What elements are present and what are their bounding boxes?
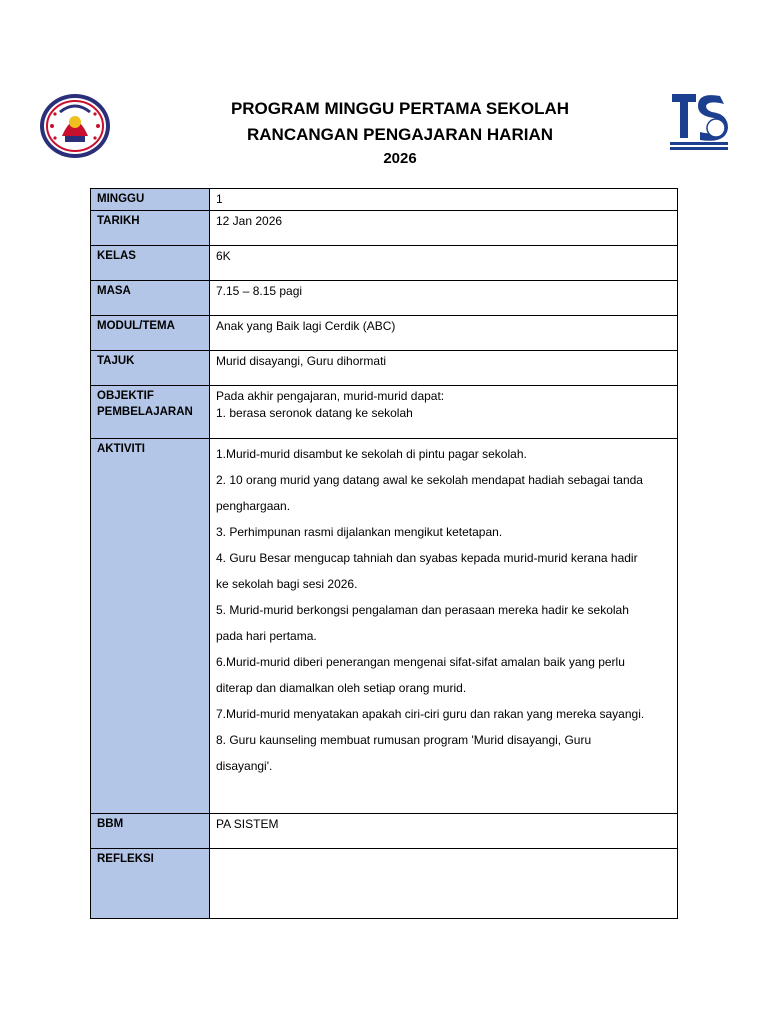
row-value: 12 Jan 2026 <box>210 211 678 246</box>
table-row-refleksi <box>91 849 678 919</box>
aktiviti-line: disayangi'. <box>216 759 273 773</box>
aktiviti-line: diterap dan diamalkan oleh setiap orang murid. <box>216 681 467 695</box>
refleksi-label: REFLEKSI <box>91 849 210 919</box>
objektif-line-1: Pada akhir pengajaran, murid-murid dapat: <box>216 389 445 403</box>
title-line-1: PROGRAM MINGGU PERTAMA SEKOLAH <box>230 99 570 118</box>
objektif-value <box>210 386 678 439</box>
row-label: MODUL/TEMA <box>91 316 210 351</box>
aktiviti-list <box>216 441 671 779</box>
objektif-label <box>91 386 210 439</box>
table-row-objektif <box>91 386 678 439</box>
aktiviti-line: ke sekolah bagi sesi 2026. <box>216 577 358 591</box>
aktiviti-line: 6.Murid-murid diberi penerangan mengenai sifat-sifat amalan baik yang perlu <box>216 655 625 669</box>
row-label: MASA <box>91 281 210 316</box>
ts25-logo-icon <box>668 88 730 152</box>
table-row <box>91 246 678 281</box>
row-label: TAJUK <box>91 351 210 386</box>
bbm-label: BBM <box>91 814 210 849</box>
aktiviti-line: 5. Murid-murid berkongsi pengalaman dan perasaan mereka hadir ke sekolah <box>216 603 629 617</box>
aktiviti-value <box>210 439 678 814</box>
aktiviti-line: 7.Murid-murid menyatakan apakah ciri-ciri guru dan rakan yang mereka sayangi. <box>216 707 645 721</box>
aktiviti-line: 4. Guru Besar mengucap tahniah dan syabas kepada murid-murid kerana hadir <box>216 551 638 565</box>
school-crest-icon <box>38 92 112 160</box>
table-row <box>91 189 678 211</box>
table-row-bbm <box>91 814 678 849</box>
aktiviti-line: pada hari pertama. <box>216 629 317 643</box>
objektif-label-line-2: PEMBELAJARAN <box>97 406 193 418</box>
row-value: Anak yang Baik lagi Cerdik (ABC) <box>210 316 678 351</box>
table-row <box>91 316 678 351</box>
aktiviti-line: 8. Guru kaunseling membuat rumusan program 'Murid disayangi, Guru <box>216 733 592 747</box>
row-value: Murid disayangi, Guru dihormati <box>210 351 678 386</box>
aktiviti-line: 1.Murid-murid disambut ke sekolah di pintu pagar sekolah. <box>216 447 527 461</box>
title-line-2: RANCANGAN PENGAJARAN HARIAN <box>246 125 553 144</box>
refleksi-value <box>210 849 678 919</box>
aktiviti-line: penghargaan. <box>216 499 291 513</box>
table-row <box>91 351 678 386</box>
table-row <box>91 281 678 316</box>
aktiviti-label: AKTIVITI <box>91 439 210 814</box>
page-title <box>130 96 670 170</box>
bbm-value: PA SISTEM <box>210 814 678 849</box>
table-row-aktiviti <box>91 439 678 814</box>
row-label: TARIKH <box>91 211 210 246</box>
title-year: 2026 <box>383 150 417 167</box>
row-label: KELAS <box>91 246 210 281</box>
objektif-label-line-1: OBJEKTIF <box>97 390 154 402</box>
row-value: 1 <box>210 189 678 211</box>
aktiviti-line: 3. Perhimpunan rasmi dijalankan mengikut ketetapan. <box>216 525 503 539</box>
lesson-plan-table <box>90 188 678 919</box>
row-label: MINGGU <box>91 189 210 211</box>
objektif-line-2: 1. berasa seronok datang ke sekolah <box>216 406 413 420</box>
row-value: 7.15 – 8.15 pagi <box>210 281 678 316</box>
aktiviti-line: 2. 10 orang murid yang datang awal ke sekolah mendapat hadiah sebagai tanda <box>216 473 643 487</box>
table-row <box>91 211 678 246</box>
row-value: 6K <box>210 246 678 281</box>
